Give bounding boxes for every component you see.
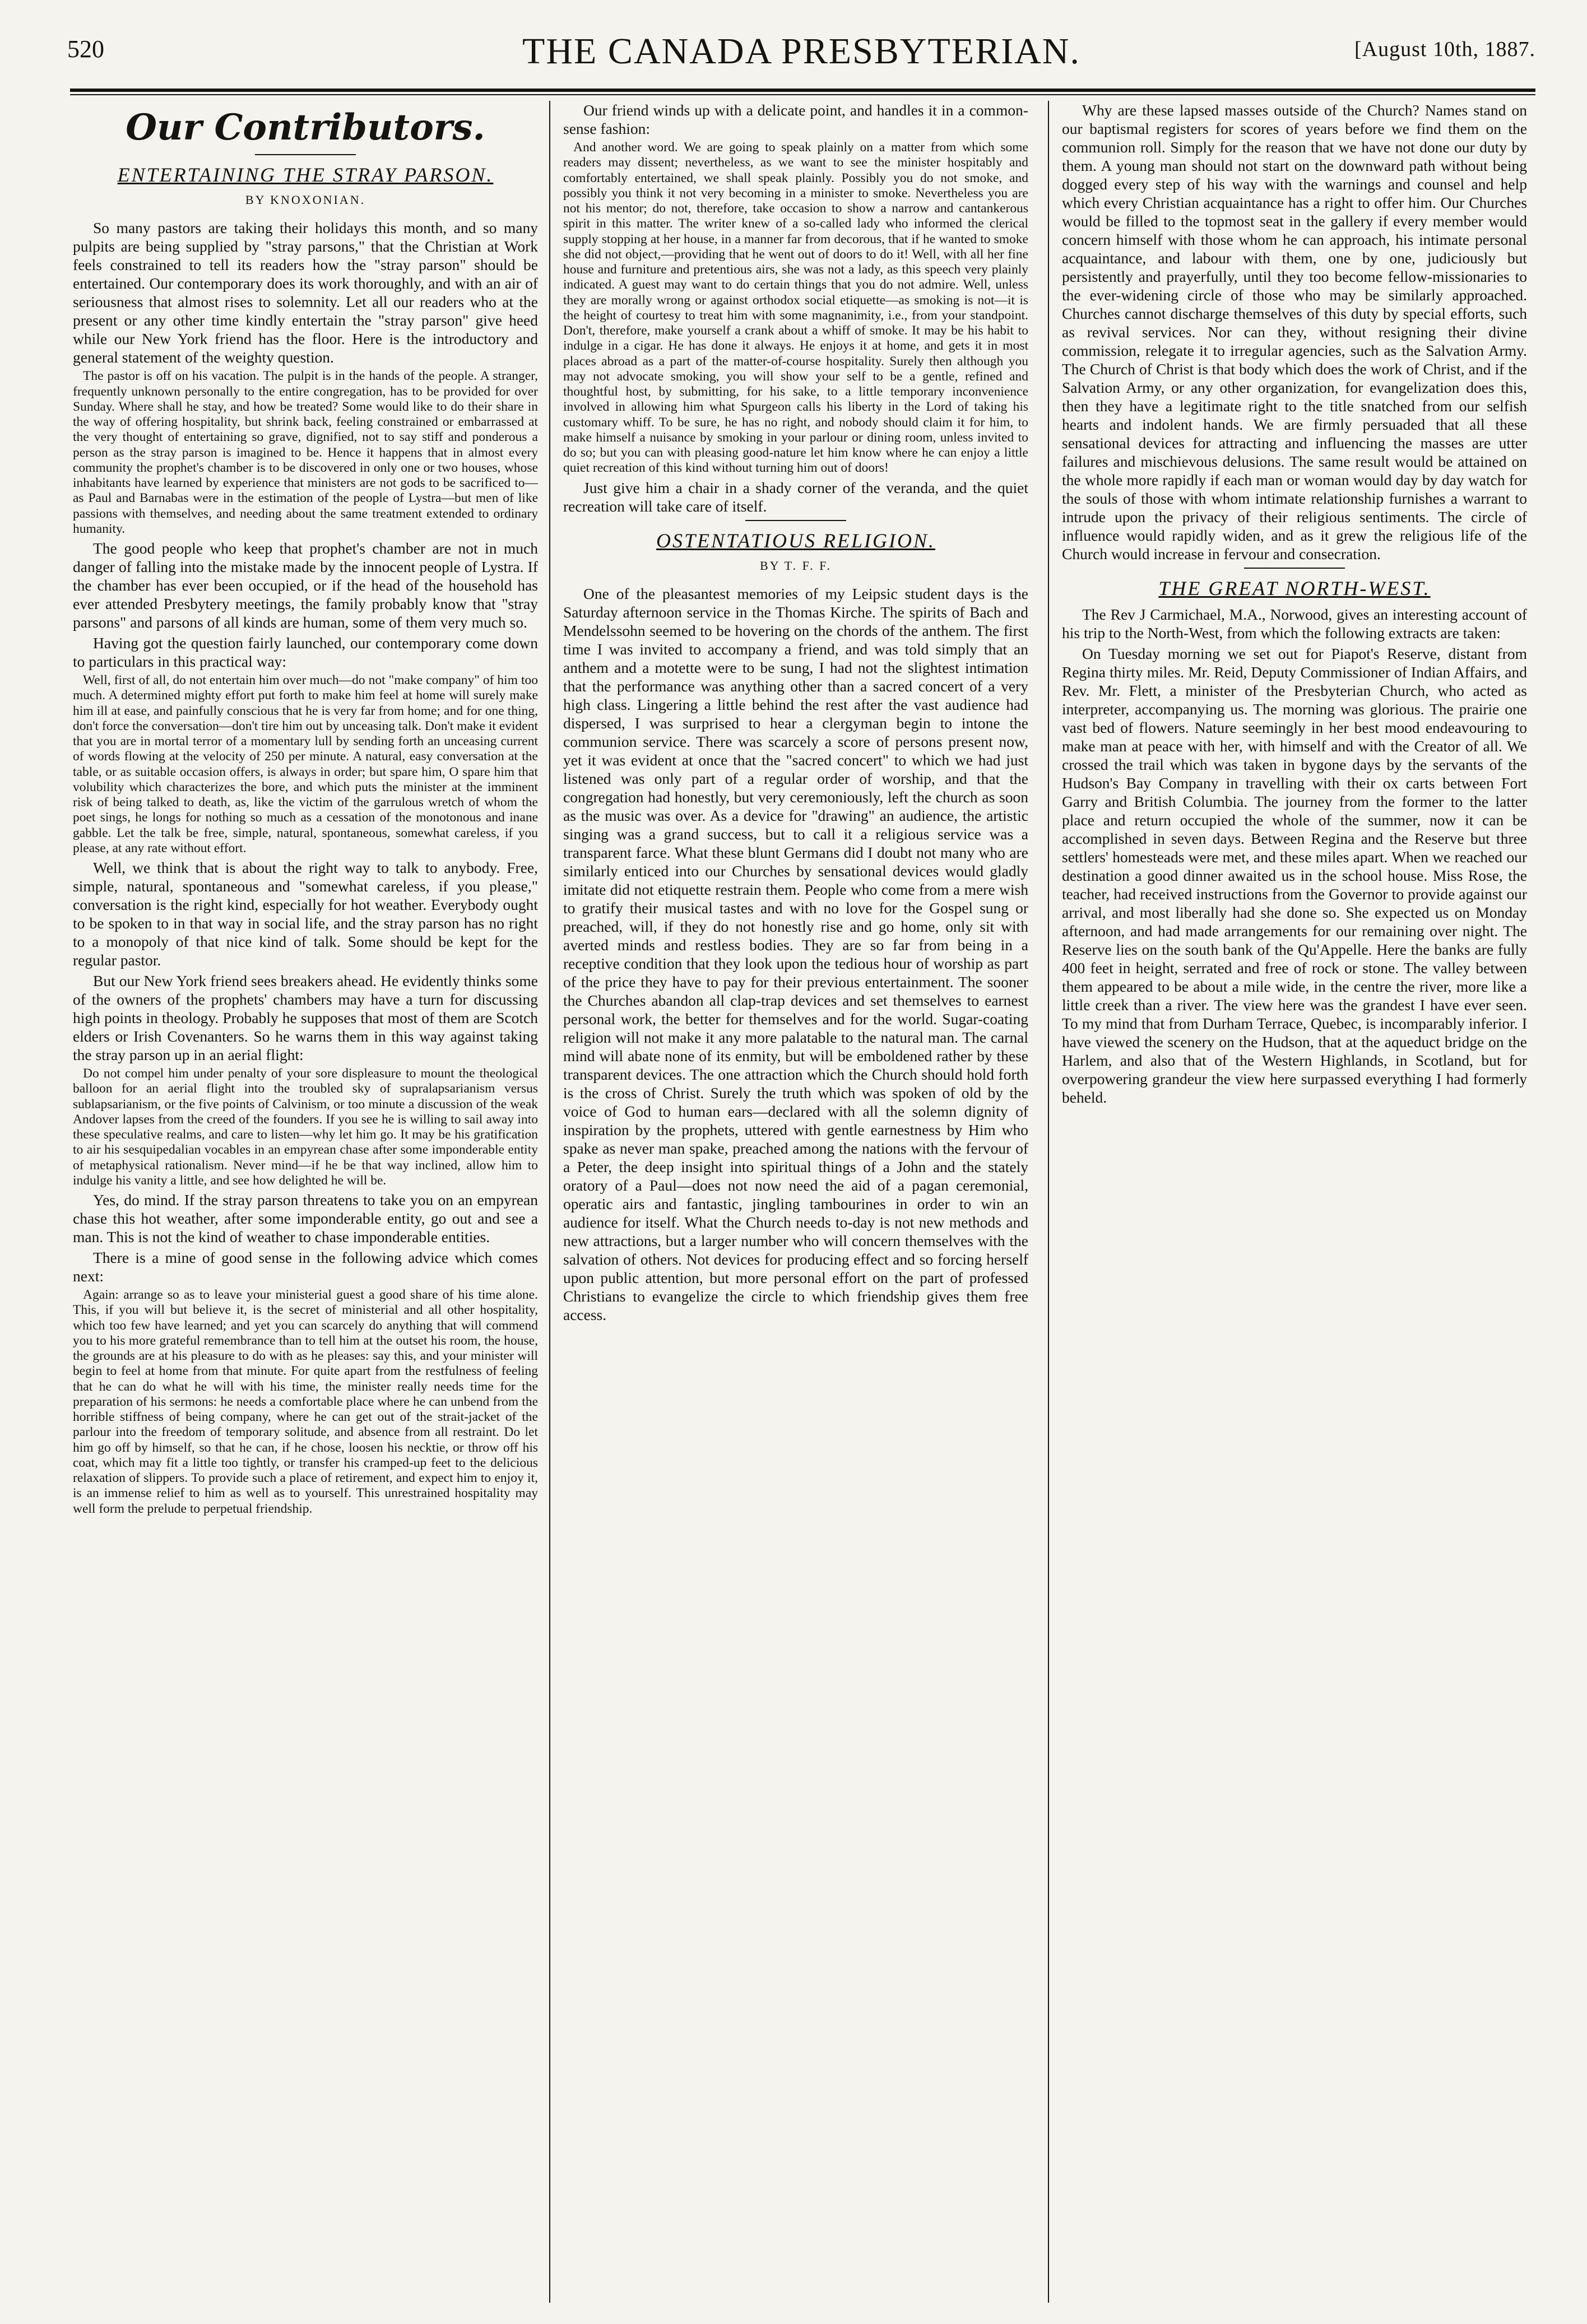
article-byline: BY T. F. F. bbox=[759, 558, 832, 573]
paragraph: Why are these lapsed masses outside of the Church? Names stand on our baptismal registers for scores of years before we find them on the communion roll. Simply for the reason that we have not done our duty by them. A young man should not start on the downward path without being dogged every step of his way with the warnings and counsel and help which every Christian acquaintance has a right to offer him. Our Churches would be filled to the topmost seat in the gallery if every member would concern himself with those whom he can approach, his intimate personal acquaintance, and labour with them, one by one, judiciously but persistently and prayerfully, until they too become fellow-missionaries to the ever-widening circle of those who may be similarly approached. Churches cannot discharge themselves of this duty by special efforts, such as revival services. Nor can they, without resigning their divine commission, relegate it to irregular agencies, such as the Salvation Army. The Church of Christ is that body which does the work of Christ, and if the Salvation Army, or any other organization, for evangelization does this, then they have a legitimate right to the title snatched from our selfish hearts and indolent hands. We are firmly persuaded that all these sensational devices for attracting and influencing the masses are utter failures and mischievous delusions. The same result would be attained on the whole more rapidly if each man or woman would day by day watch for the souls of those with whom intimate relationship furnishes a warrant to intrude upon the privacy of their religious sentiments. The circle of influence would rapidly widen, and as it grew the religious life of the Church would increase in fervour and consecration. bbox=[1062, 101, 1527, 563]
divider bbox=[255, 154, 356, 155]
article-title: OSTENTATIOUS RELIGION. bbox=[656, 529, 936, 552]
quotation: The pastor is off on his vacation. The pulpit is in the hands of the people. A stranger, frequently unknown personally to the entire congregation, has to be provided for over Sunday. Where shall he stay, and how be treated? Some would like to do their share in the way of offering hospitality, but shrink back, feeling constrained or embarrassed at the very thought of entertaining so grave, dignified, not to say stiff and ponderous a person as the stray parson is imagined to be. Hence it happens that in almost every community the prophet's chamber is to be discovered in only one or two houses, whose inhabitants have learned by experience that ministers are not gods to be sacrificed to—as Paul and Barnabas were in the estimation of the people of Lystra—but men of like passions with themselves, and needing about the same treatment extended to ordinary humanity. bbox=[73, 369, 538, 536]
quotation: Do not compel him under penalty of your sore displeasure to mount the theological balloon for an aerial flight into the troubled sky of supralapsarianism versus sublapsarianism, or the five points of Calvinism, or too minute a discussion of the weak Andover lapses from the creed of the founders. If you see he is willing to sail away into these speculative realms, and care to listen—why let him go. It may be his gratification to air his sesquipedalian vocables in an empyrean chase after some imponderable entity of metaphysical rationalism. Never mind—if he be that way inclined, allow him to indulge his vanity a little, and see how delighted he will be. bbox=[73, 1066, 538, 1188]
quotation: Well, first of all, do not entertain him over much—do not "make company" of him too much. A determined mighty effort put forth to make him feel at home will surely make him ill at ease, and painfully conscious that he is very far from home; and for one thing, don't force the conversation—don't tire him out by unceasing talk. Don't make it evident that you are in mortal terror of a momentary lull by sending forth an unceasing current of words flowing at the velocity of 250 per minute. A natural, easy conversation at the table, or as suitable occasion offers, is always in order; but spare him, O spare him that volubility which characterizes the bore, and which puts the minister at the imminent risk of being talked to death, as, like the victim of the garrulous wretch of whom the poet sings, he longs for nothing so much as a cessation of the monotonous and inane gabble. Let the talk be free, simple, natural, spontaneous, somewhat careless, if you please, at any rate without effort. bbox=[73, 673, 538, 856]
paragraph: There is a mine of good sense in the following advice which comes next: bbox=[73, 1249, 538, 1285]
paragraph: Yes, do mind. If the stray parson threatens to take you on an empyrean chase this hot weather, after some imponderable entity, go out and see a man. This is not the kind of weather to chase imponderable entities. bbox=[73, 1191, 538, 1246]
section-heading: Our Contributors. bbox=[126, 106, 485, 148]
divider bbox=[745, 520, 846, 521]
paragraph: Having got the question fairly launched, our contemporary come down to particulars in this practical way: bbox=[73, 634, 538, 671]
paragraph: One of the pleasantest memories of my Leipsic student days is the Saturday afternoon service in the Thomas Kirche. The spirits of Bach and Mendelssohn seemed to be hovering on the chords of the anthem. The first time I was invited to accompany a friend, and was told simply that an anthem and a motette were to be sung, I had not the slightest intimation that the performance was anything other than a sacred concert of a very high class. Lingering a little behind the rest after the vast audience had dispersed, I was surprised to hear a clergyman begin to intone the communion service. There was scarcely a score of persons present now, yet it was evident at once that the "sacred concert" to which we had just listened was only part of a regular order of worship, and that the congregation had honestly, but very ceremoniously, left the church as soon as the music was over. As a device for "drawing" an audience, the artistic singing was a grand success, but to call it a religious service was a transparent farce. What these blunt Germans did I doubt not many who are similarly enticed into our Churches by sensational devices would gladly imitate did not etiquette restrain them. People who come from a mere wish to gratify their musical tastes and with no love for the Gospel sung or preached, will, if they do not honestly rise and go home, only sit with averted minds and restless bodies. They are so far from being in a receptive condition that they look upon the tedious hour of worship as part of the price they have to pay for their previous entertainment. The sooner the Churches abandon all clap-trap devices and set themselves to earnest personal work, the better for themselves and for the world. Sugar-coating religion will not make it any more palatable to the natural man. The carnal mind will abate none of its enmity, but will be emboldened rather by these transparent devices. The one attraction which the Church should hold forth is the cross of Christ. Surely the truth which was spoken of old by the voice of God to human ears—declared with all the solemn dignity of inspiration by the prophets, uttered with gentle earnestness by Him who spake as never man spake, preached among the nations with the fervour of a Peter, the deep insight into spiritual things of a John and the stately oratory of a Paul—does not now need the aid of a pagan ceremonial, operatic airs and fantastic, jingling tambourines in order to win an audience for itself. What the Church needs to-day is not new methods and new attractions, but a larger number who will concern themselves with the salvation of others. Not devices for producing effect and so forcing herself upon public attention, but more personal effort on the part of professed Christians to evangelize the circle to which friendship gives them free access. bbox=[563, 585, 1028, 1324]
article-title: THE GREAT NORTH-WEST. bbox=[1158, 577, 1431, 599]
paragraph: Well, we think that is about the right way to talk to anybody. Free, simple, natural, spontaneous and "somewhat careless, if you please," conversation is the right kind, especially for hot weather. Everybody ought to be spoken to in that way in social life, and the stray parson has no right to a monopoly of that nice kind of talk. Some should be kept for the regular pastor. bbox=[73, 859, 538, 969]
header-rule bbox=[70, 89, 1535, 92]
issue-date: [August 10th, 1887. bbox=[1354, 38, 1535, 61]
header-rule-thin bbox=[70, 94, 1535, 95]
paragraph: The Rev J Carmichael, M.A., Norwood, gives an interesting account of his trip to the North-West, from which the following extracts are taken: bbox=[1062, 606, 1527, 642]
quotation: And another word. We are going to speak plainly on a matter from which some readers may dissent; nevertheless, as we want to see the minister hospitably and comfortably entertained, we shall speak plainly. Possibly you do not smoke, and possibly you think it not very becoming in a minister to smoke. Nevertheless you are not his mentor; do not, therefore, take occasion to show a narrow and cantankerous spirit in this matter. The writer knew of a so-called lady who informed the clerical supply stopping at her house, in a manner far from decorous, that if he wanted to smoke she did not object,—providing that he went out of doors to do it! Well, with all her fine house and furniture and pretentious airs, she was not a lady, as this speech very plainly indicated. A guest may want to do certain things that you do not admire. Well, unless they are morally wrong or against orthodox social etiquette—as smoking is not—it is the height of courtesy to treat him with some magnanimity, i.e., from your standpoint. Don't, therefore, make yourself a crank about a whiff of smoke. It may be his habit to indulge in a cigar. He has done it always. He enjoys it at home, and gets it in most places abroad as a part of the matter-of-course hospitality. Surely then although you may not advocate smoking, you will show your self to be a gentle, refined and thoughtful host, by submitting, for his sake, to a little temporary inconvenience involved in allowing him what Spurgeon calls his liberty in the Lord of taking his customary whiff. To be sure, he has no right, and nobody should claim it for him, to make himself a nuisance by smoking in your parlour or dining room, unless invited to do so; but you can with pleasing good-nature let him know where he can enjoy a little quiet recreation of this kind without turning him out of doors! bbox=[563, 140, 1028, 476]
column-2 bbox=[563, 101, 1028, 2303]
paragraph: On Tuesday morning we set out for Piapot's Reserve, distant from Regina thirty miles. Mr. Reid, Deputy Commissioner of Indian Affairs, and Rev. Mr. Flett, a minister of the Presbyterian Church, who acted as interpreter, accompanying us. The morning was glorious. The prairie one vast bed of flowers. Nature seemingly in her best mood endeavouring to make man at peace with her, with himself and with the Creator of all. We crossed the trail which was taken in bygone days by the servants of the Hudson's Bay Company in travelling with their ox carts between Fort Garry and British Columbia. The journey from the former to the latter place and return occupied the whole of the summer, now it can be accomplished in seven days. Between Regina and the Reserve but three settlers' homesteads were met, and these miles apart. When we reached our destination a good dinner awaited us in the school house. Miss Rose, the teacher, had received instructions from the Governor to provide against our arrival, and most liberally had she done so. She expected us on Monday afternoon, and had made arrangements for our remaining over night. The Reserve lies on the south bank of the Qu'Appelle. Here the banks are fully 400 feet in height, serrated and free of rock or stone. The valley between them appeared to be about a mile wide, in the centre the river, more like a little creek than a river. The view here was the grandest I have ever seen. To my mind that from Durham Terrace, Quebec, is incomparably inferior. I have viewed the scenery on the Hudson, that at the aqueduct bridge on the Harlem, and also that of the Western Highlands, in Scotland, but for overpowering grandeur the view here surpassed everything I had formerly beheld. bbox=[1062, 645, 1527, 1107]
article-byline: BY KNOXONIAN. bbox=[245, 192, 366, 207]
quotation: Again: arrange so as to leave your ministerial guest a good share of his time alone. This, if you will but believe it, is the secret of ministerial and all other hospitality, which too few have learned; and yet you can scarcely do anything that will commend you to his more grateful remembrance than to tell him at the outset his room, the house, the grounds are at his pleasure to do with as he pleases: say this, and your minister will begin to feel at home from that minute. For quite apart from the restfulness of feeling that he can do what he will with his time, the minister really needs time for the preparation of his sermons: he needs a comfortable place where he can unbend from the horrible stiffness of being company, where he can get out of the strait-jacket of the parlour into the freedom of temporary solitude, and absence from all restraint. Do let him go off by himself, so that he can, if he chose, loosen his necktie, or throw off his coat, which may fit a little too tightly, or transfer his cramped-up feet to the delicious relaxation of slippers. To provide such a place of retirement, and expect him to enjoy it, is an immense relief to him as well as to yourself. This unrestrained hospitality may well form the prelude to perpetual friendship. bbox=[73, 1288, 538, 1516]
column-3 bbox=[1062, 101, 1527, 2303]
divider bbox=[1244, 568, 1345, 569]
column-1 bbox=[73, 101, 538, 2303]
paragraph: Just give him a chair in a shady corner of the veranda, and the quiet recreation will take care of itself. bbox=[563, 478, 1028, 515]
paragraph: So many pastors are taking their holidays this month, and so many pulpits are being supplied by "stray parsons," that the Christian at Work feels constrained to tell its readers how the "stray parson" should be entertained. Our contemporary does its work thoroughly, and with an air of seriousness that almost rises to solemnity. Let all our readers who at the present or any other time kindly entertain the "stray parson" give heed while our New York friend has the floor. Here is the introductory and general statement of the weighty question. bbox=[73, 219, 538, 366]
paragraph: The good people who keep that prophet's chamber are not in much danger of falling into the mistake made by the innocent people of Lystra. If the chamber has ever been occupied, or if the head of the household has ever attended Presbytery meetings, the family probably know that "stray parsons" and parsons of all kinds are human, some of them very much so. bbox=[73, 540, 538, 631]
article-title: ENTERTAINING THE STRAY PARSON. bbox=[117, 163, 494, 186]
column-divider bbox=[1048, 101, 1049, 2303]
paragraph: But our New York friend sees breakers ahead. He evidently thinks some of the owners of the prophets' chambers may have a turn for discussing high points in theology. Probably he supposes that most of them are Scotch elders or Irish Covenanters. So he warns them in this way against taking the stray parson up in an aerial flight: bbox=[73, 972, 538, 1064]
page-number: 520 bbox=[67, 35, 104, 63]
paragraph: Our friend winds up with a delicate point, and handles it in a common-sense fashion: bbox=[563, 101, 1028, 137]
page-header bbox=[67, 31, 1535, 80]
journal-title: THE CANADA PRESBYTERIAN. bbox=[522, 31, 1080, 72]
column-divider bbox=[549, 101, 550, 2303]
